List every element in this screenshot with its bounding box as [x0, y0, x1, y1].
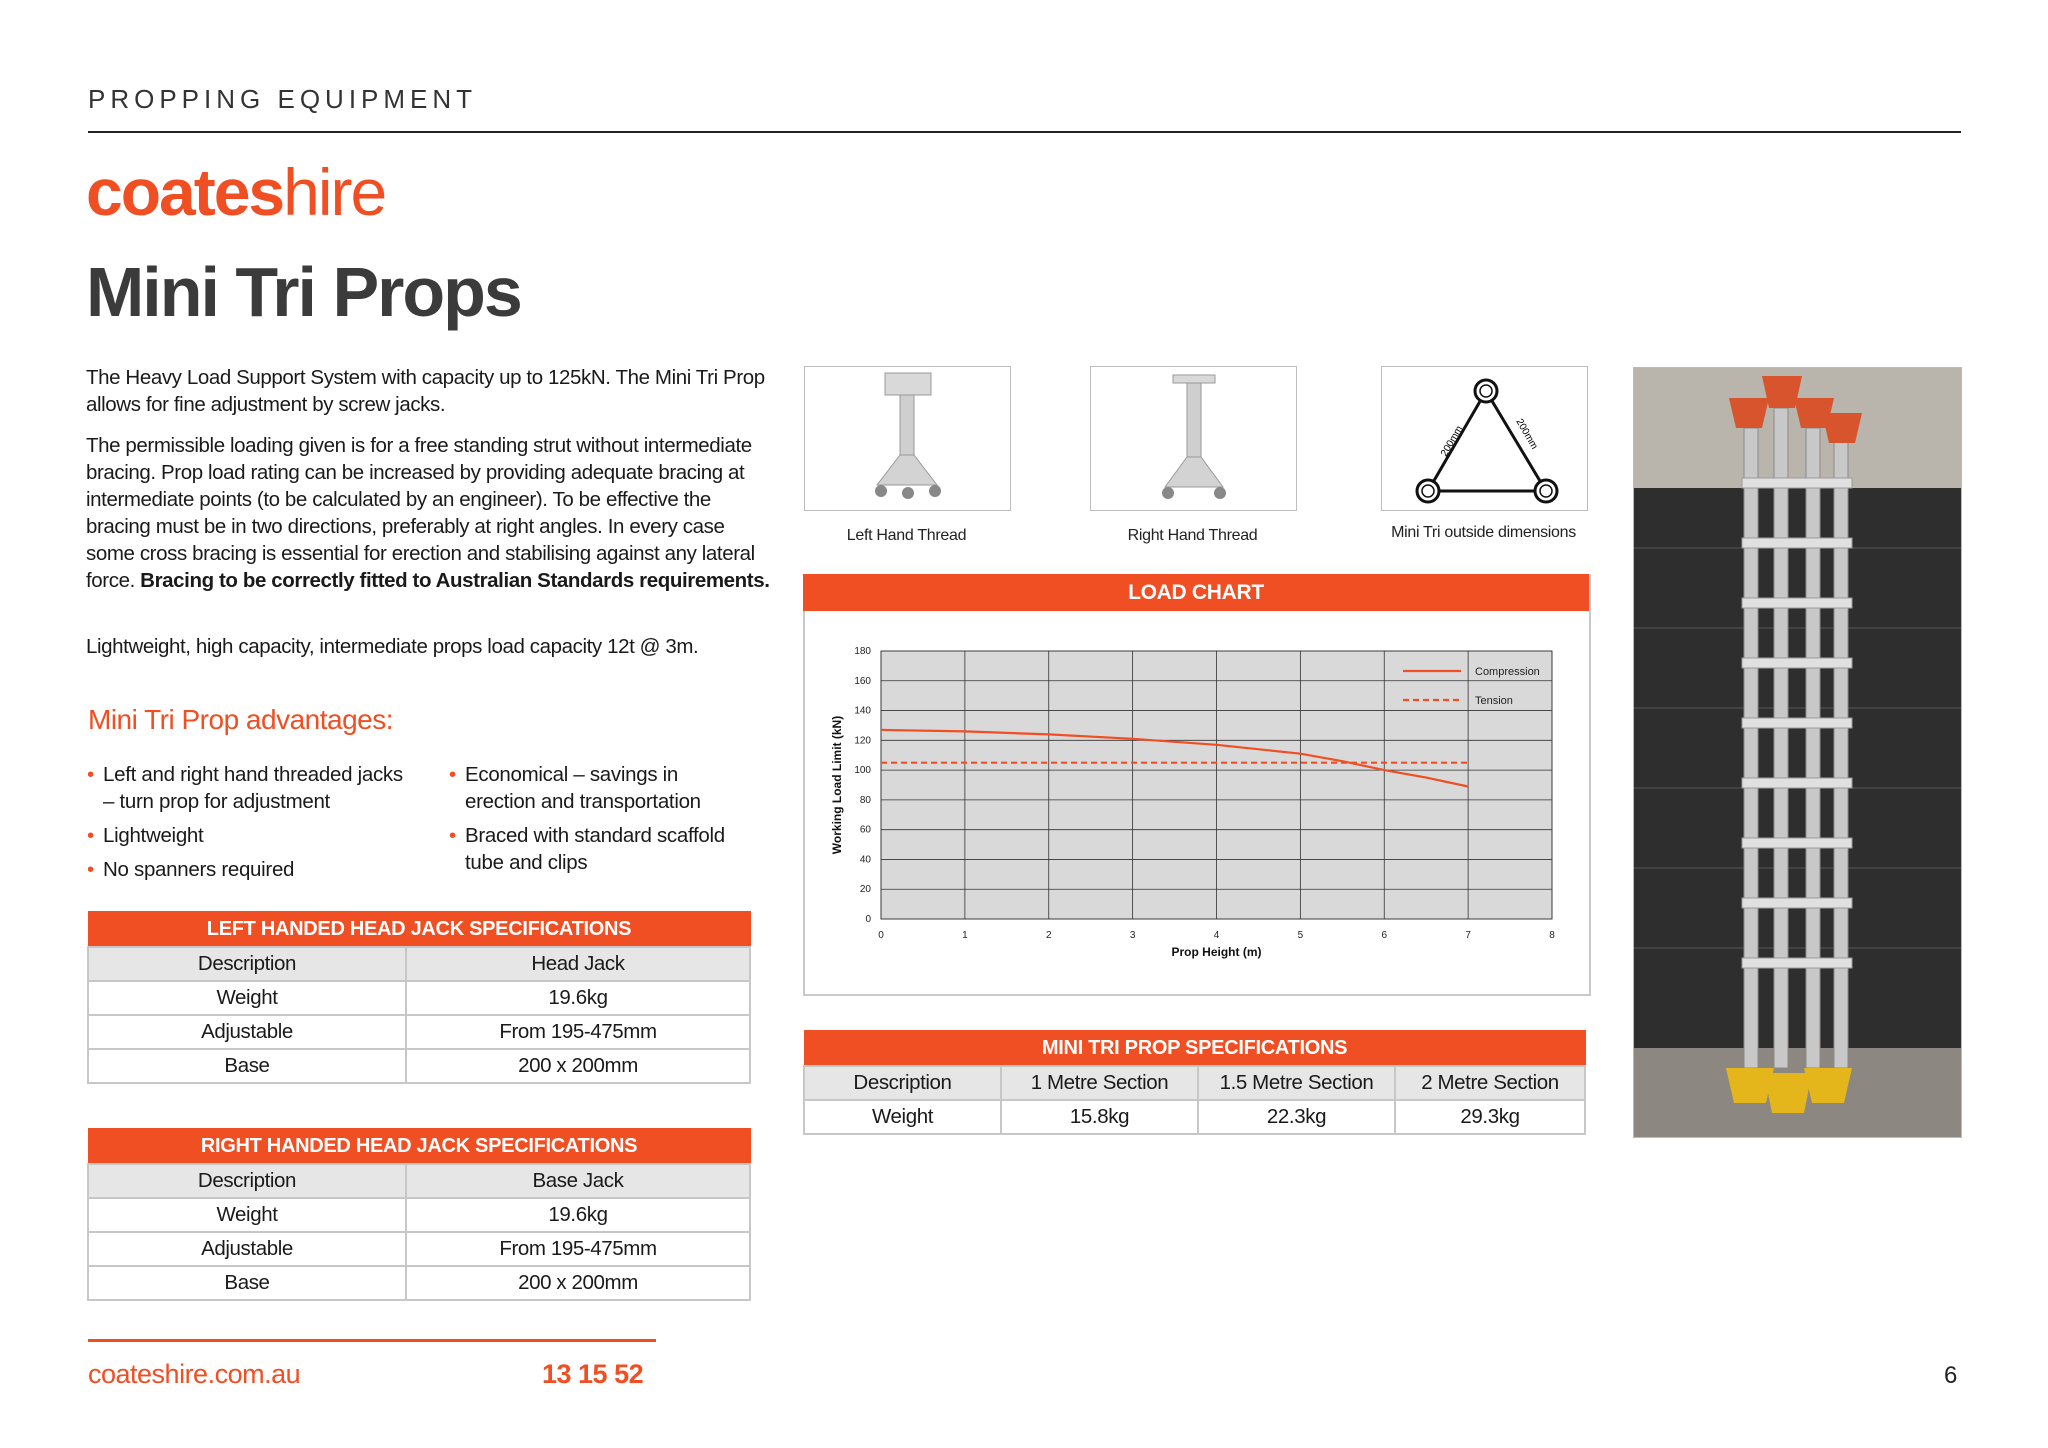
x-tick-label: 2 [1045, 930, 1052, 941]
table-cell: Weight [804, 1100, 1001, 1134]
prop-photo-illustration [1634, 368, 1961, 1137]
intro-paragraph-2 [86, 432, 776, 594]
mini-tri-prop-photo [1633, 367, 1962, 1138]
table-row [88, 1015, 750, 1049]
triangle-diagram-icon [1382, 367, 1587, 510]
table-cell: Adjustable [88, 1232, 406, 1266]
table-cell: 2 Metre Section [1395, 1066, 1585, 1100]
table-row [88, 947, 750, 981]
y-tick-label: 180 [854, 646, 871, 657]
table-cell: Description [804, 1066, 1001, 1100]
table-cell: 15.8kg [1001, 1100, 1198, 1134]
y-tick-label: 20 [859, 884, 871, 896]
table-cell: 29.3kg [1395, 1100, 1585, 1134]
advantages-right-list [449, 761, 739, 883]
y-tick-label: 120 [854, 735, 871, 747]
table-row [88, 1049, 750, 1083]
table-row [88, 1198, 750, 1232]
x-tick-label: 6 [1381, 930, 1388, 941]
left-hand-thread-image [804, 366, 1011, 511]
page-title: Mini Tri Props [86, 253, 521, 331]
footer-website-link[interactable]: coateshire.com.au [88, 1359, 301, 1389]
load-chart [805, 611, 1587, 990]
table-row [88, 981, 750, 1015]
x-tick-label: 7 [1465, 930, 1471, 941]
y-tick-label: 40 [859, 854, 871, 866]
table-row [88, 1232, 750, 1266]
list-item: • Braced with standard scaffold tube and clips [449, 822, 739, 876]
tri-dimensions-image [1381, 366, 1588, 511]
left-jack-spec-table [87, 911, 751, 1084]
table-cell: Description [88, 1164, 406, 1198]
brand-logo [86, 156, 385, 228]
table-title: LEFT HANDED HEAD JACK SPECIFICATIONS [88, 912, 750, 948]
table-title: RIGHT HANDED HEAD JACK SPECIFICATIONS [88, 1129, 750, 1165]
tri-dimensions-caption: Mini Tri outside dimensions [1391, 524, 1576, 541]
x-tick-label: 0 [878, 930, 884, 941]
mini-tri-spec-table [803, 1030, 1586, 1135]
x-axis-label: Prop Height (m) [1171, 945, 1262, 959]
right-jack-spec-table [87, 1128, 751, 1301]
header-divider [88, 131, 1961, 133]
x-tick-label: 1 [962, 930, 968, 941]
dimension-label-b: 200mm [1513, 417, 1540, 452]
table-cell: Base [88, 1049, 406, 1083]
legend-label: Compression [1475, 666, 1540, 678]
table-cell: From 195-475mm [406, 1015, 750, 1049]
table-cell: 1.5 Metre Section [1198, 1066, 1395, 1100]
x-tick-label: 3 [1129, 930, 1136, 941]
table-cell: 200 x 200mm [406, 1049, 750, 1083]
table-row [88, 1164, 750, 1198]
intro-paragraph-2-bold: Bracing to be correctly fitted to Australian Standards requirements. [140, 569, 770, 592]
logo-light: hire [283, 155, 386, 229]
table-title: MINI TRI PROP SPECIFICATIONS [804, 1031, 1585, 1067]
table-cell: Weight [88, 1198, 406, 1232]
table-cell: Head Jack [406, 947, 750, 981]
advantages-heading: Mini Tri Prop advantages: [88, 704, 393, 735]
table-cell: Adjustable [88, 1015, 406, 1049]
base-jack-icon [1091, 367, 1296, 510]
x-tick-label: 8 [1549, 930, 1555, 941]
table-cell: Base Jack [406, 1164, 750, 1198]
load-chart-title: LOAD CHART [803, 574, 1589, 611]
intro-paragraph-2-text: The permissible loading given is for a free standing strut without intermediate bracing. Prop load rating can be increased by providing adequate bracing at intermediate points (to be calculated by an engineer). To be effective the bracing must be in two directions, preferably at right angles. In every case some cross bracing is essential for erection and stabilising against any lateral force. [86, 434, 755, 592]
y-tick-label: 100 [854, 765, 871, 777]
y-axis-label: Working Load Limit (kN) [830, 715, 844, 855]
list-item: • Economical – savings in erection and transportation [449, 761, 739, 815]
page-number: 6 [1944, 1362, 1958, 1389]
advantages-left-list [87, 761, 407, 890]
y-tick-label: 80 [859, 794, 871, 806]
table-cell: Base [88, 1266, 406, 1300]
right-hand-thread-image [1090, 366, 1297, 511]
logo-bold: coates [86, 155, 284, 229]
y-tick-label: 60 [859, 824, 871, 836]
table-cell: 1 Metre Section [1001, 1066, 1198, 1100]
table-row [804, 1066, 1585, 1100]
list-item: • No spanners required [87, 856, 407, 883]
y-tick-label: 0 [865, 914, 871, 925]
table-cell: 200 x 200mm [406, 1266, 750, 1300]
footer-divider [88, 1339, 656, 1342]
table-cell: 19.6kg [406, 981, 750, 1015]
table-row [88, 1266, 750, 1300]
y-tick-label: 140 [854, 705, 871, 717]
left-hand-thread-caption: Left Hand Thread [846, 527, 967, 544]
table-cell: Weight [88, 981, 406, 1015]
intro-paragraph-1: The Heavy Load Support System with capacity up to 125kN. The Mini Tri Prop allows for fine adjustment by screw jacks. [86, 366, 765, 416]
footer-phone: 13 15 52 [542, 1359, 644, 1389]
head-jack-icon [805, 367, 1010, 510]
table-cell: Description [88, 947, 406, 981]
list-item: • Lightweight [87, 822, 407, 849]
intro-paragraph-3: Lightweight, high capacity, intermediate props load capacity 12t @ 3m. [86, 635, 699, 658]
right-hand-thread-caption: Right Hand Thread [1127, 527, 1258, 544]
x-tick-label: 4 [1213, 930, 1220, 941]
table-cell: From 195-475mm [406, 1232, 750, 1266]
x-tick-label: 5 [1297, 930, 1304, 941]
dimension-label-a: 200mm [1439, 424, 1466, 459]
table-row [804, 1100, 1585, 1134]
table-cell: 19.6kg [406, 1198, 750, 1232]
legend-label: Tension [1475, 695, 1513, 707]
y-tick-label: 160 [854, 675, 871, 687]
section-label: PROPPING EQUIPMENT [88, 84, 478, 114]
list-item: • Left and right hand threaded jacks – turn prop for adjustment [87, 761, 407, 815]
table-cell: 22.3kg [1198, 1100, 1395, 1134]
